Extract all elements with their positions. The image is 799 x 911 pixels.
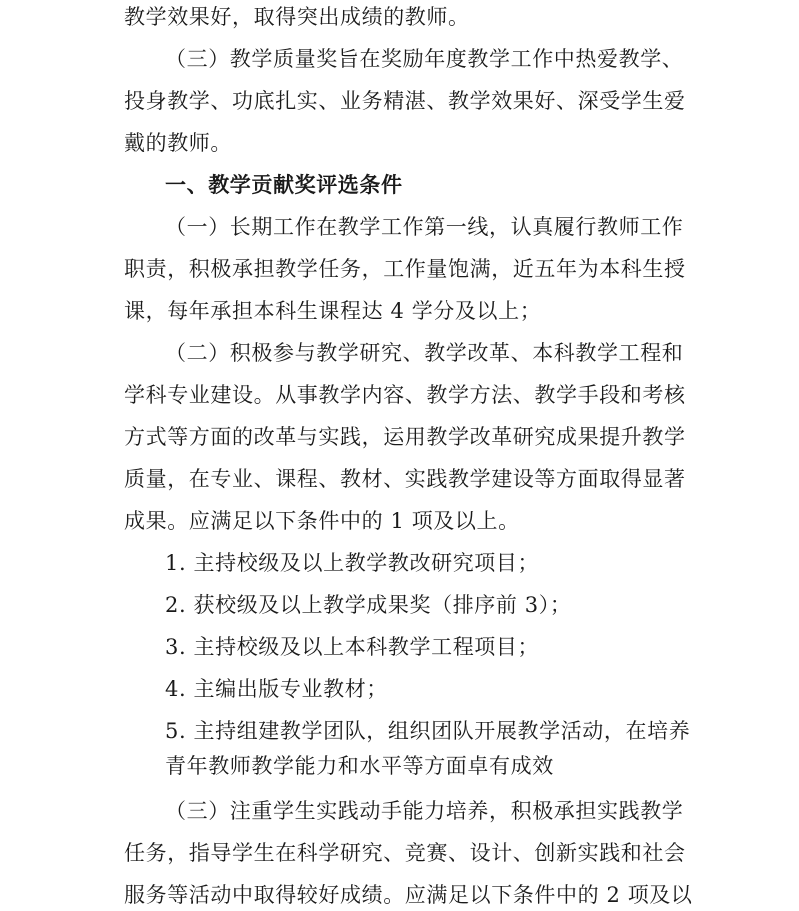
list-item: 5. 主持组建教学团队，组织团队开展教学活动，在培养	[165, 719, 691, 743]
text-line: 学科专业建设。从事教学内容、教学方法、教学手段和考核	[124, 383, 686, 407]
section-heading: 一、教学贡献奖评选条件	[165, 172, 403, 197]
text-line: （三）注重学生实践动手能力培养，积极承担实践教学	[165, 799, 684, 823]
text-line: 戴的教师。	[124, 131, 232, 155]
list-item: 3. 主持校级及以上本科教学工程项目；	[165, 635, 540, 659]
text-line: 服务等活动中取得较好成绩。应满足以下条件中的 2 项及以	[124, 883, 693, 907]
text-line: 质量，在专业、课程、教材、实践教学建设等方面取得显著	[124, 467, 686, 491]
text-line: 教学效果好，取得突出成绩的教师。	[124, 5, 470, 29]
text-line: 职责，积极承担教学任务，工作量饱满，近五年为本科生授	[124, 257, 686, 281]
text-line: 青年教师教学能力和水平等方面卓有成效	[165, 754, 554, 778]
text-line: 方式等方面的改革与实践，运用教学改革研究成果提升教学	[124, 425, 686, 449]
text-line: 投身教学、功底扎实、业务精湛、教学效果好、深受学生爱	[124, 89, 686, 113]
text-line: （二）积极参与教学研究、教学改革、本科教学工程和	[165, 341, 684, 365]
text-line: （三）教学质量奖旨在奖励年度教学工作中热爱教学、	[165, 47, 684, 71]
text-line: 任务，指导学生在科学研究、竞赛、设计、创新实践和社会	[124, 841, 686, 865]
text-line: 课，每年承担本科生课程达 4 学分及以上；	[124, 299, 542, 323]
text-line: （一）长期工作在教学工作第一线，认真履行教师工作	[165, 215, 684, 239]
text-line: 成果。应满足以下条件中的 1 项及以上。	[124, 509, 520, 533]
list-item: 2. 获校级及以上教学成果奖（排序前 3）；	[165, 593, 572, 617]
list-item: 4. 主编出版专业教材；	[165, 677, 388, 701]
list-item: 1. 主持校级及以上教学教改研究项目；	[165, 551, 540, 575]
